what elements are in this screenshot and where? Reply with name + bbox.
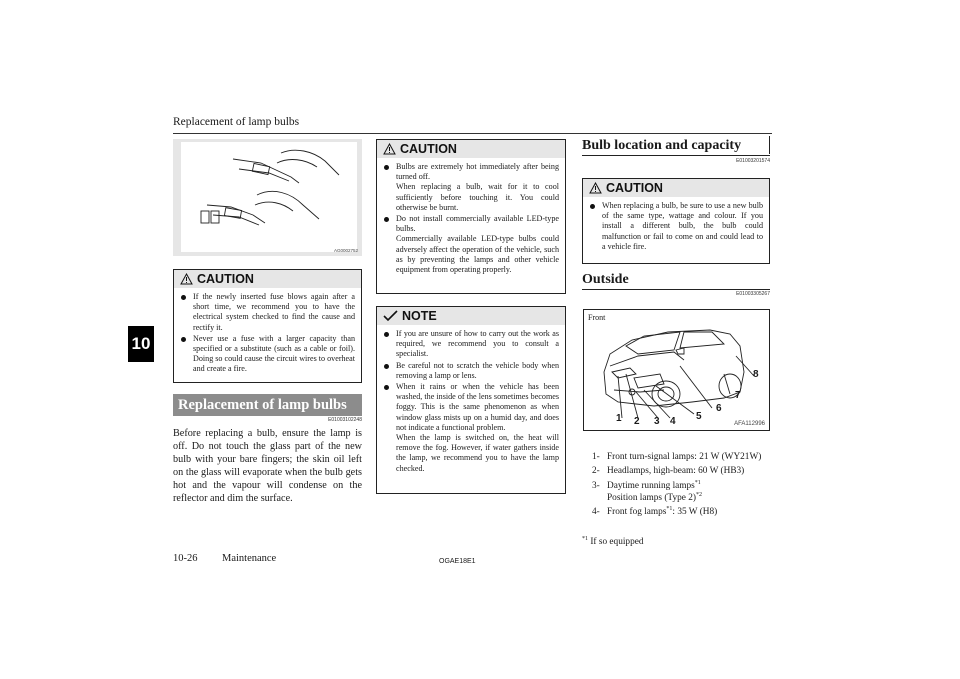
caution-list [583, 197, 769, 257]
intro-paragraph: Before replacing a bulb, ensure the lamp is off. Do not touch the glass part of the new bulb with your bare fingers; the skin oil left on the glass will evaporate when the bulb gets hot and the vapour will condense on the reflector and dim the surface. [173, 428, 362, 504]
caution-header [377, 140, 565, 158]
heading-rule [582, 155, 770, 156]
caution-box-replacement [582, 178, 770, 264]
caution-box-bulbs [376, 139, 566, 294]
heading-code: E01003201574 [736, 158, 770, 164]
header-rule [173, 133, 772, 134]
note-check-icon [383, 310, 398, 322]
caution-header [583, 179, 769, 197]
list-item: Bulbs are extremely hot immediately after being turned off. When replacing a bulb, wait for it to cool sufficiently before touching it. You could otherwise be burnt. [383, 162, 559, 213]
list-item: When it rains or when the vehicle has been washed, the inside of the lens sometimes becomes foggy. This is the same phenomenon as when window glass mists up on a humid day, and does not indicate a functional problem. When the lamp is switched on, the heat will remove the fog. However, if water gathers inside the lamp, we recommend you to have the lamp checked. [383, 382, 559, 474]
list-item: If the newly inserted fuse blows again after a short time, we recommend you to have the electrical system checked to find the cause and rectify it. [180, 292, 355, 333]
bullet-icon [384, 364, 389, 369]
list-item: Do not install commercially available LED-type bulbs. Commercially available LED-type bulbs could adversely affect the operation of the vehicle, such as by preventing the lamps and other vehicle equipment from operating properly. [383, 214, 559, 275]
callout-4: 4 [670, 416, 676, 427]
list-item: Be careful not to scratch the vehicle body when removing a lamp or lens. [383, 361, 559, 381]
fuse-puller-figure [173, 139, 362, 256]
page-number: 10-26 [173, 553, 198, 564]
list-item: 3- Daytime running lamps$^{*1}$ Position lamps (Type 2)$^{*2}$ [592, 479, 702, 503]
callout-3: 3 [654, 416, 660, 427]
section-heading: Replacement of lamp bulbs [173, 394, 362, 416]
warning-triangle-icon [589, 182, 602, 194]
bullet-icon [181, 337, 186, 342]
bullet-icon [384, 332, 389, 337]
callout-7: 7 [735, 390, 741, 401]
caution-label: CAUTION [400, 142, 457, 156]
footnote: $^{*1}$ If so equipped [582, 535, 644, 547]
outside-rule [582, 289, 770, 290]
caution-header [174, 270, 361, 288]
bullet-icon [384, 385, 389, 390]
callout-5: 5 [696, 411, 702, 422]
bullet-icon [181, 295, 186, 300]
chapter-tab: 10 [128, 326, 154, 362]
note-header [377, 307, 565, 325]
vehicle-illustration [584, 310, 769, 430]
list-item: When replacing a bulb, be sure to use a new bulb of the same type, wattage and colour. If you install a different bulb, the bulb could malfunction or fail to come on and could lead to a vehicle fire. [589, 201, 763, 252]
fuse-puller-illustration [173, 139, 362, 256]
list-item: 1- Front turn-signal lamps: 21 W (WY21W) [592, 452, 762, 462]
heading-bracket [769, 136, 770, 154]
callout-8: 8 [753, 369, 759, 380]
warning-triangle-icon [180, 273, 193, 285]
callout-2: 2 [634, 416, 640, 427]
note-label: NOTE [402, 309, 437, 323]
bulb-location-heading: Bulb location and capacity [582, 138, 742, 153]
caution-label: CAUTION [606, 181, 663, 195]
figure-code: AFA112996 [734, 421, 765, 427]
section-code: E01003102248 [328, 417, 362, 423]
caution-list [174, 288, 361, 380]
caution-label: CAUTION [197, 272, 254, 286]
running-header: Replacement of lamp bulbs [173, 116, 300, 128]
figure-code: AG0002752 [333, 248, 358, 253]
list-item: 4- Front fog lamps$^{*1}$: 35 W (H8) [592, 506, 718, 518]
callout-6: 6 [716, 403, 722, 414]
bullet-icon [384, 165, 389, 170]
vehicle-front-figure [583, 309, 770, 431]
bullet-icon [384, 217, 389, 222]
bulb-list [592, 451, 770, 520]
list-item: 2- Headlamps, high-beam: 60 W (HB3) [592, 466, 745, 477]
note-list [377, 325, 565, 479]
caution-box-fuse [173, 269, 362, 383]
chapter-name: Maintenance [222, 553, 277, 564]
note-box [376, 306, 566, 494]
list-item: Never use a fuse with a larger capacity than specified or a substitute (such as a cable or foil). Doing so could cause the circuit wires to overheat and create a fire. [180, 334, 355, 375]
callout-1: 1 [616, 413, 622, 424]
bullet-icon [590, 204, 595, 209]
outside-code: E01003305267 [736, 291, 770, 297]
figure-label: Front [588, 313, 606, 322]
book-code: OGAE18E1 [439, 558, 476, 565]
caution-list [377, 158, 565, 280]
list-item: If you are unsure of how to carry out the work as required, we recommend you to consult a specialist. [383, 329, 559, 360]
outside-heading: Outside [582, 272, 629, 287]
warning-triangle-icon [383, 143, 396, 155]
